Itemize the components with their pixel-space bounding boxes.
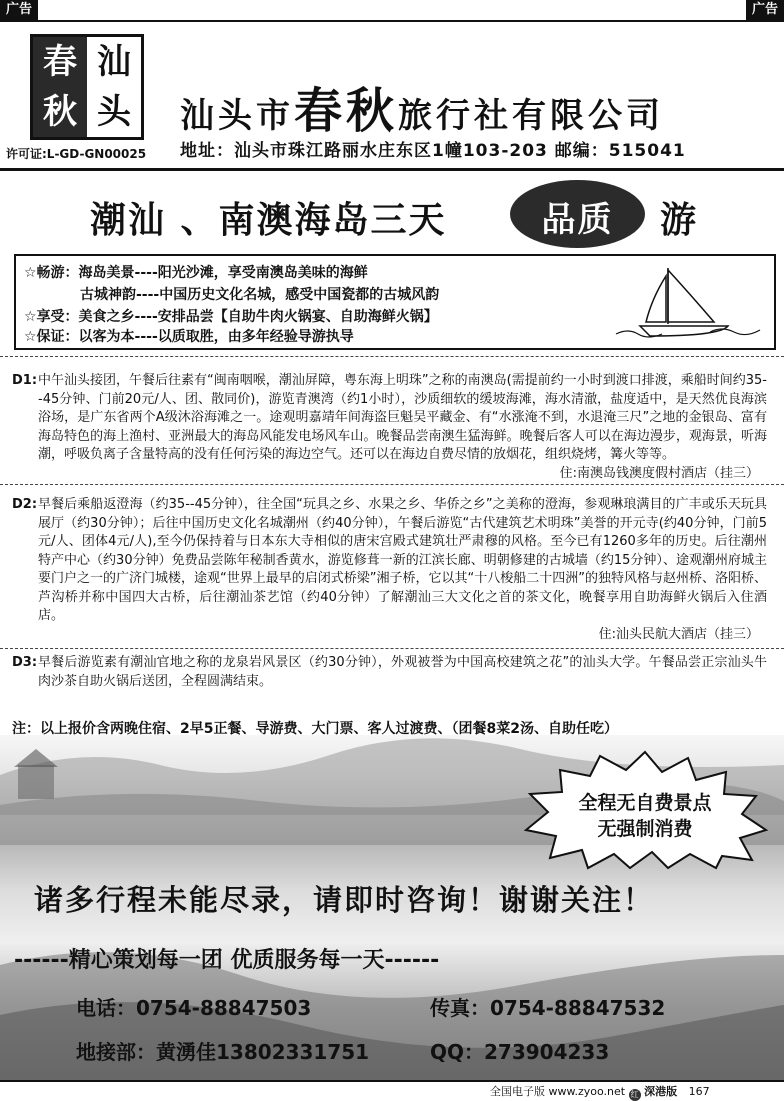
company-address: 地址：汕头市珠江路丽水庄东区1幢103-203 邮编：515041	[180, 141, 686, 161]
ad-label-right: 广告	[746, 0, 784, 20]
day-itinerary	[12, 654, 767, 691]
ad-label-left: 广告	[0, 0, 38, 20]
header-divider	[0, 168, 784, 171]
company-name-highlight: 春秋	[294, 83, 399, 139]
logo-char: 秋	[33, 87, 87, 137]
fax-number: 传真：0754-88847532	[430, 996, 666, 1020]
day-text: 早餐后乘船返澄海（约35--45分钟），往全国“玩具之乡、水果之乡、华侨之乡”之美称的澄海，参观琳琅满目的广丰或乐天玩具展厅（约30分钟）；后往中国历史文化名城潮州（约40分钟），午餐后游览“古代建筑艺术明珠”美誉的开元寺(约40分钟，门前5元/人、团体4元/人),至今仍保持着与日本东大寺相似的唐宋宫殿式建筑壮严肃穆的风格。至今已有1260多年的历史。后往潮州特产中心（约30分钟）免费品尝陈年秘制香黄水，游览修葺一新的江滨长廊、明朝修建的古城墙（约15分钟）、途观潮州府城主要门户之一的广济门城楼，途观“世界上最早的启闭式桥梁”湘子桥，它以其“十八梭船二十四洲”的独特风格与赵州桥、洛阳桥、芦沟桥并称中国四大古桥，后往潮汕茶艺馆（约40分钟）了解潮汕三大文化之首的茶文化，晚餐享用自助海鲜火锅后入住酒店。	[38, 497, 767, 623]
promo-line: 无强制消费	[597, 818, 693, 840]
company-name	[180, 72, 664, 141]
footer	[490, 1083, 710, 1101]
agent-contact: 地接部：黄湧佳13802331751	[76, 1040, 370, 1064]
sailboat-icon	[610, 264, 770, 342]
footer-divider	[0, 1080, 784, 1082]
call-to-action: 诸多行程未能尽录，请即时咨询！谢谢关注！	[34, 883, 655, 917]
tour-title: 潮汕 、南澳海岛三天	[90, 200, 447, 241]
company-logo	[30, 34, 144, 140]
day-label: D3:	[12, 655, 38, 670]
day-itinerary	[12, 496, 767, 644]
section-divider	[0, 648, 784, 649]
promo-starburst-text	[540, 790, 750, 842]
day-text: 早餐后游览素有潮汕官地之称的龙泉岩风景区（约30分钟），外观被誉为中国高校建筑之花”的汕头大学。午餐品尝正宗汕头牛肉沙茶自助火锅后送团，全程圆满结束。	[38, 655, 767, 689]
highlight-line: ☆享受：美食之乡----安排品尝【自助牛肉火锅宴、自助海鲜火锅】	[24, 309, 438, 325]
edition-label: 全国电子版 www.zyoo.net	[490, 1085, 626, 1098]
day-hotel: 住:南澳岛钱澳度假村酒店（挂三）	[559, 465, 759, 481]
license-number: 许可证:L-GD-GN00025	[6, 147, 147, 161]
logo-char: 春	[33, 37, 87, 87]
company-name-prefix: 汕头市	[180, 96, 294, 136]
highlight-line: 古城神韵----中国历史文化名城，感受中国瓷都的古城风韵	[24, 287, 440, 303]
day-itinerary	[12, 372, 767, 483]
service-slogan: ------精心策划每一团 优质服务每一天------	[14, 948, 440, 973]
company-name-suffix: 旅行社有限公司	[398, 96, 665, 136]
section-divider	[0, 356, 784, 357]
logo-char: 头	[87, 87, 141, 137]
edition-badge: 红	[630, 1090, 639, 1099]
section-divider	[0, 484, 784, 485]
promo-line: 全程无自费景点	[578, 792, 712, 814]
quality-badge-text: 品质	[541, 200, 614, 240]
page-number: 167	[688, 1085, 710, 1098]
phone-number: 电话：0754-88847503	[76, 996, 312, 1020]
top-divider	[0, 20, 784, 22]
logo-char: 汕	[87, 37, 141, 87]
day-text: 中午汕头接团，午餐后往素有“闽南咽喉，潮汕屏障，粤东海上明珠”之称的南澳岛(需提前约一小时到渡口排渡，乘船时间约35--45分钟、门前20元/人、团、散同价)，游览青澳湾（约1小时），沙质细软的缓坡海滩，海水清澈，盐度适中，是天然优良海滨浴场，是广东省两个A级沐浴海滩之一。途观明嘉靖年间海盗巨魁吴平藏金、有“水涨淹不到，水退淹三尺”之地的金银岛、富有海岛特色的海上渔村、亚洲最大的海岛风能发电场风车山。晚餐品尝南澳生猛海鲜。晚餐后客人可以在海边漫步，观海景，听海潮，呼吸负离子含量特高的没有任何污染的海边空气。还可以在海边自费尽情的放烟花，组织烧烤，篝火等等。	[38, 373, 767, 462]
qq-number: QQ：273904233	[430, 1040, 610, 1064]
tour-title-tail: 游	[660, 200, 697, 241]
highlight-line: ☆畅游：海岛美景----阳光沙滩，享受南澳岛美味的海鲜	[24, 265, 368, 281]
day-label: D1:	[12, 373, 38, 388]
highlight-line: ☆保证：以客为本----以质取胜，由多年经验导游执导	[24, 329, 354, 345]
day-hotel: 住:汕头民航大酒店（挂三）	[598, 626, 759, 642]
price-note: 注：以上报价含两晚住宿、2早5正餐、导游费、大门票、客人过渡费、（团餐8菜2汤、自助任吃）	[12, 721, 618, 737]
region-label: 深港版	[644, 1085, 678, 1098]
day-label: D2:	[12, 497, 38, 512]
